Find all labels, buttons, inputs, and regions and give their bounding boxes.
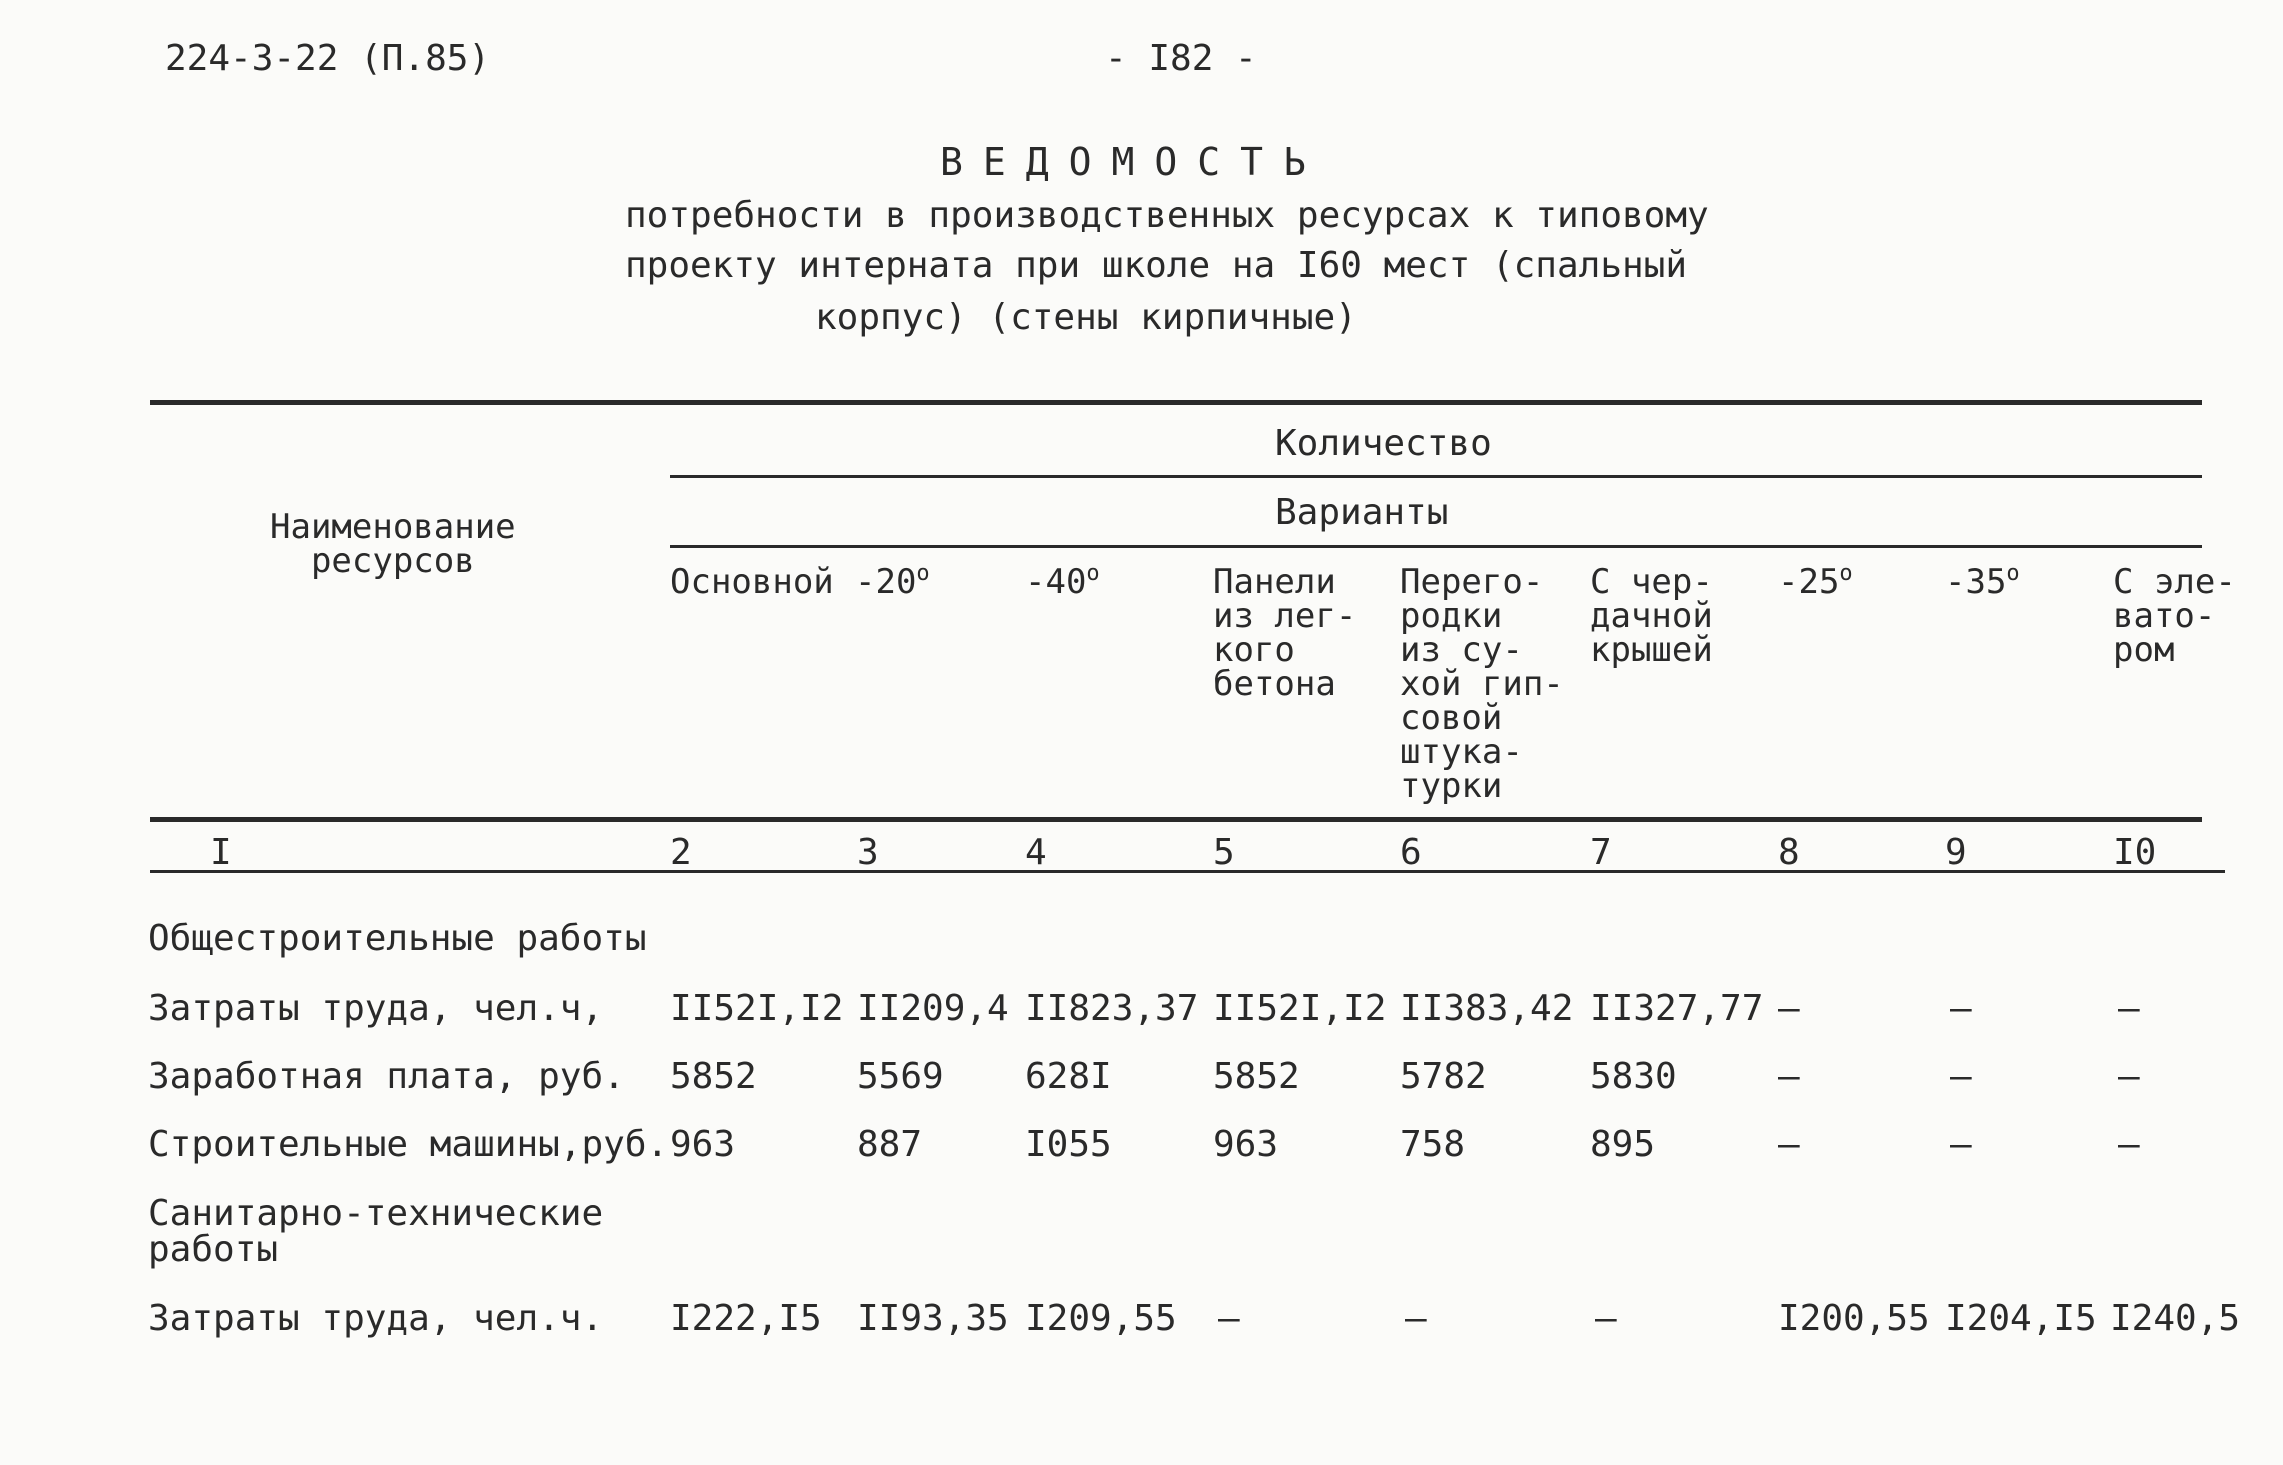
- row-name: Заработная плата, руб.: [148, 1056, 625, 1097]
- column-number-1: I: [210, 832, 232, 873]
- section-title-general: Общестроительные работы: [148, 918, 647, 959]
- cell: II52I,I2: [670, 988, 844, 1029]
- cell: –: [1778, 988, 1800, 1029]
- cell: II823,37: [1025, 988, 1199, 1029]
- document-title: ВЕДОМОСТЬ: [940, 140, 1326, 184]
- column-number-7: 7: [1590, 832, 1612, 873]
- cell: I222,I5: [670, 1298, 822, 1339]
- cell: –: [1950, 1124, 1972, 1165]
- row-name: Затраты труда, чел.ч,: [148, 988, 604, 1029]
- column-header-9: $-35^о$: [1945, 561, 2020, 602]
- column-number-2: 2: [670, 832, 692, 873]
- cell: –: [1950, 988, 1972, 1029]
- cell: 5852: [670, 1056, 757, 1097]
- header-bottom-rule: [150, 817, 2202, 822]
- cell: II93,35: [857, 1298, 1009, 1339]
- document-code: 224-3-22 (П.85): [165, 38, 491, 79]
- variants-header: Варианты: [1275, 492, 1449, 533]
- cell: –: [1405, 1298, 1427, 1339]
- column-number-10: I0: [2113, 832, 2157, 873]
- column-number-3: 3: [857, 832, 879, 873]
- column-header-10: С эле- вато- ром: [2113, 562, 2236, 670]
- cell: I204,I5: [1945, 1298, 2097, 1339]
- cell: I055: [1025, 1124, 1112, 1165]
- cell: I200,55: [1778, 1298, 1930, 1339]
- cell: II327,77: [1590, 988, 1764, 1029]
- cell: 628I: [1025, 1056, 1112, 1097]
- cell: II383,42: [1400, 988, 1574, 1029]
- cell: –: [2118, 988, 2140, 1029]
- cell: 5830: [1590, 1056, 1677, 1097]
- variants-rule: [670, 545, 2202, 548]
- column-number-4: 4: [1025, 832, 1047, 873]
- column-header-5: Панели из лег- кого бетона: [1213, 562, 1357, 704]
- cell: 758: [1400, 1124, 1466, 1165]
- cell: –: [2118, 1124, 2140, 1165]
- cell: –: [1778, 1056, 1800, 1097]
- column-header-6: Перего- родки из су- хой гип- совой штука- турки: [1400, 562, 1564, 806]
- section-title-sanitary: Санитарно-технические работы: [148, 1193, 604, 1270]
- cell: I209,55: [1025, 1298, 1177, 1339]
- cell: 963: [1213, 1124, 1279, 1165]
- numbers-rule: [150, 870, 2225, 873]
- column-header-8: $-25^о$: [1778, 561, 1853, 602]
- cell: 5782: [1400, 1056, 1487, 1097]
- cell: –: [2118, 1056, 2140, 1097]
- cell: I240,5: [2110, 1298, 2241, 1339]
- cell: 963: [670, 1124, 736, 1165]
- column-header-3: $-20^о$: [855, 561, 930, 602]
- row-name: Затраты труда, чел.ч.: [148, 1298, 604, 1339]
- cell: II52I,I2: [1213, 988, 1387, 1029]
- column-number-8: 8: [1778, 832, 1800, 873]
- cell: –: [1218, 1298, 1240, 1339]
- quantity-rule: [670, 475, 2202, 478]
- cell: 5852: [1213, 1056, 1300, 1097]
- column-header-7: С чер- дачной крышей: [1590, 562, 1713, 670]
- table-top-rule: [150, 400, 2202, 405]
- column-number-6: 6: [1400, 832, 1422, 873]
- title-line-3: корпус) (стены кирпичные): [815, 297, 1357, 338]
- page-number: - I82 -: [1105, 38, 1257, 79]
- column-number-5: 5: [1213, 832, 1235, 873]
- quantity-header: Количество: [1275, 423, 1492, 464]
- column-header-2: Основной: [670, 562, 834, 602]
- cell: –: [1595, 1298, 1617, 1339]
- cell: 5569: [857, 1056, 944, 1097]
- column-header-4: $-40^о$: [1025, 561, 1100, 602]
- cell: –: [1950, 1056, 1972, 1097]
- column-number-9: 9: [1945, 832, 1967, 873]
- title-line-1: потребности в производственных ресурсах к типовому: [625, 195, 1709, 236]
- cell: II209,4: [857, 988, 1009, 1029]
- row-name: Строительные машины,руб.: [148, 1124, 669, 1165]
- cell: –: [1778, 1124, 1800, 1165]
- title-line-2: проекту интерната при школе на I60 мест (спальный: [625, 245, 1688, 286]
- cell: 887: [857, 1124, 923, 1165]
- name-column-header: Наименование ресурсов: [270, 507, 516, 581]
- cell: 895: [1590, 1124, 1656, 1165]
